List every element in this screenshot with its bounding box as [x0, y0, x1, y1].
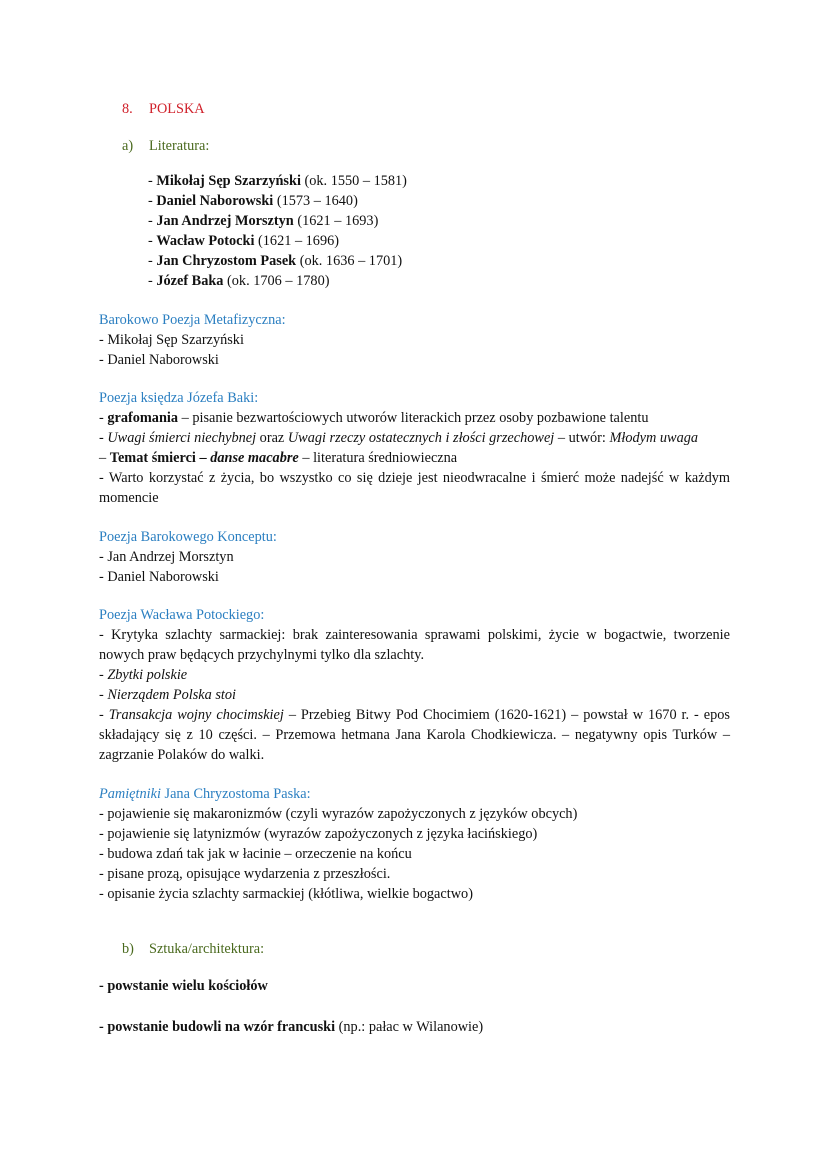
- potocki-critique: - Krytyka szlachty sarmackiej: brak zainteresowania sprawami polskimi, życie w bogactwie, tworzenie nowych praw będących przychylnymi tylko dla szlachty.: [99, 627, 730, 663]
- baka-block: [99, 388, 730, 508]
- heading-potocki: Poezja Wacława Potockiego:: [99, 607, 265, 623]
- section-title: POLSKA: [149, 101, 205, 117]
- list-item: - pisane prozą, opisujące wydarzenia z przeszłości.: [99, 866, 391, 882]
- heading-concept: Poezja Barokowego Konceptu:: [99, 529, 277, 545]
- list-item: - pojawienie się makaronizmów (czyli wyrazów zapożyczonych z języków obcych): [99, 806, 578, 822]
- subsection-title-art: Sztuka/architektura:: [149, 941, 265, 957]
- author-item: - Mikołaj Sęp Szarzyński (ok. 1550 – 1581): [148, 173, 407, 189]
- author-name: Jan Andrzej Morsztyn: [156, 213, 294, 229]
- heading-pasek: Pamiętniki Jana Chryzostoma Paska:: [99, 786, 311, 802]
- author-item: - Jan Chryzostom Pasek (ok. 1636 – 1701): [148, 253, 403, 269]
- list-item: - pojawienie się latynizmów (wyrazów zapożyczonych z języka łacińskiego): [99, 826, 538, 842]
- art-item-churches: - powstanie wielu kościołów: [99, 978, 268, 994]
- author-name: Jan Chryzostom Pasek: [156, 253, 297, 269]
- list-item: - Mikołaj Sęp Szarzyński: [99, 332, 244, 348]
- author-name: Daniel Naborowski: [156, 193, 274, 209]
- heading-metaphysical: Barokowo Poezja Metafizyczna:: [99, 312, 286, 328]
- list-item: - Nierządem Polska stoi: [99, 687, 237, 703]
- author-item: - Daniel Naborowski (1573 – 1640): [148, 193, 358, 209]
- author-item: - Jan Andrzej Morsztyn (1621 – 1693): [148, 213, 379, 229]
- author-item: - Józef Baka (ok. 1706 – 1780): [148, 273, 330, 289]
- section-number: 8.: [122, 101, 133, 117]
- art-item-buildings: - powstanie budowli na wzór francuski (np.: pałac w Wilanowie): [99, 1019, 484, 1035]
- author-name: Józef Baka: [156, 273, 224, 289]
- list-item: - Zbytki polskie: [99, 667, 188, 683]
- list-item: - Daniel Naborowski: [99, 569, 219, 585]
- baka-line-grafomania: - grafomania – pisanie bezwartościowych utworów literackich przez osoby pozbawione talentu: [99, 410, 649, 426]
- heading-baka: Poezja księdza Józefa Baki:: [99, 390, 259, 406]
- subsection-marker-b: b): [122, 941, 134, 957]
- subsection-title-literature: Literatura:: [149, 138, 210, 154]
- list-item: - Jan Andrzej Morsztyn: [99, 549, 234, 565]
- metaphysical-block: [99, 310, 286, 370]
- concept-block: [99, 527, 277, 587]
- subsection-marker-a: a): [122, 138, 134, 154]
- pasek-block: [99, 784, 577, 904]
- baka-line-works: - Uwagi śmierci niechybnej oraz Uwagi rzeczy ostatecznych i złości grzechowej – utwór: Młodym uwaga: [99, 430, 699, 446]
- author-name: Wacław Potocki: [156, 233, 255, 249]
- list-item: - budowa zdań tak jak w łacinie – orzeczenie na końcu: [99, 846, 412, 862]
- list-item: - opisanie życia szlachty sarmackiej (kłótliwa, wielkie bogactwo): [99, 886, 473, 902]
- baka-line-theme: – Temat śmierci – danse macabre – literatura średniowieczna: [99, 450, 458, 466]
- baka-line-life: - Warto korzystać z życia, bo wszystko co się dzieje jest nieodwracalne i śmierć może nadejść w każdym momencie: [99, 470, 730, 506]
- potocki-transakcja: - Transakcja wojny chocimskiej – Przebieg Bitwy Pod Chocimiem (1620-1621) – powstał w 1670 r. - epos składający się z 10 części. – Przemowa hetmana Jana Karola Chodkiewicza. – negatywny opis Turków – zagrzanie Polaków do walki.: [99, 707, 730, 763]
- author-list: [148, 171, 407, 291]
- author-item: - Wacław Potocki (1621 – 1696): [148, 233, 340, 249]
- potocki-block: [99, 605, 730, 765]
- author-name: Mikołaj Sęp Szarzyński: [156, 173, 301, 189]
- list-item: - Daniel Naborowski: [99, 352, 219, 368]
